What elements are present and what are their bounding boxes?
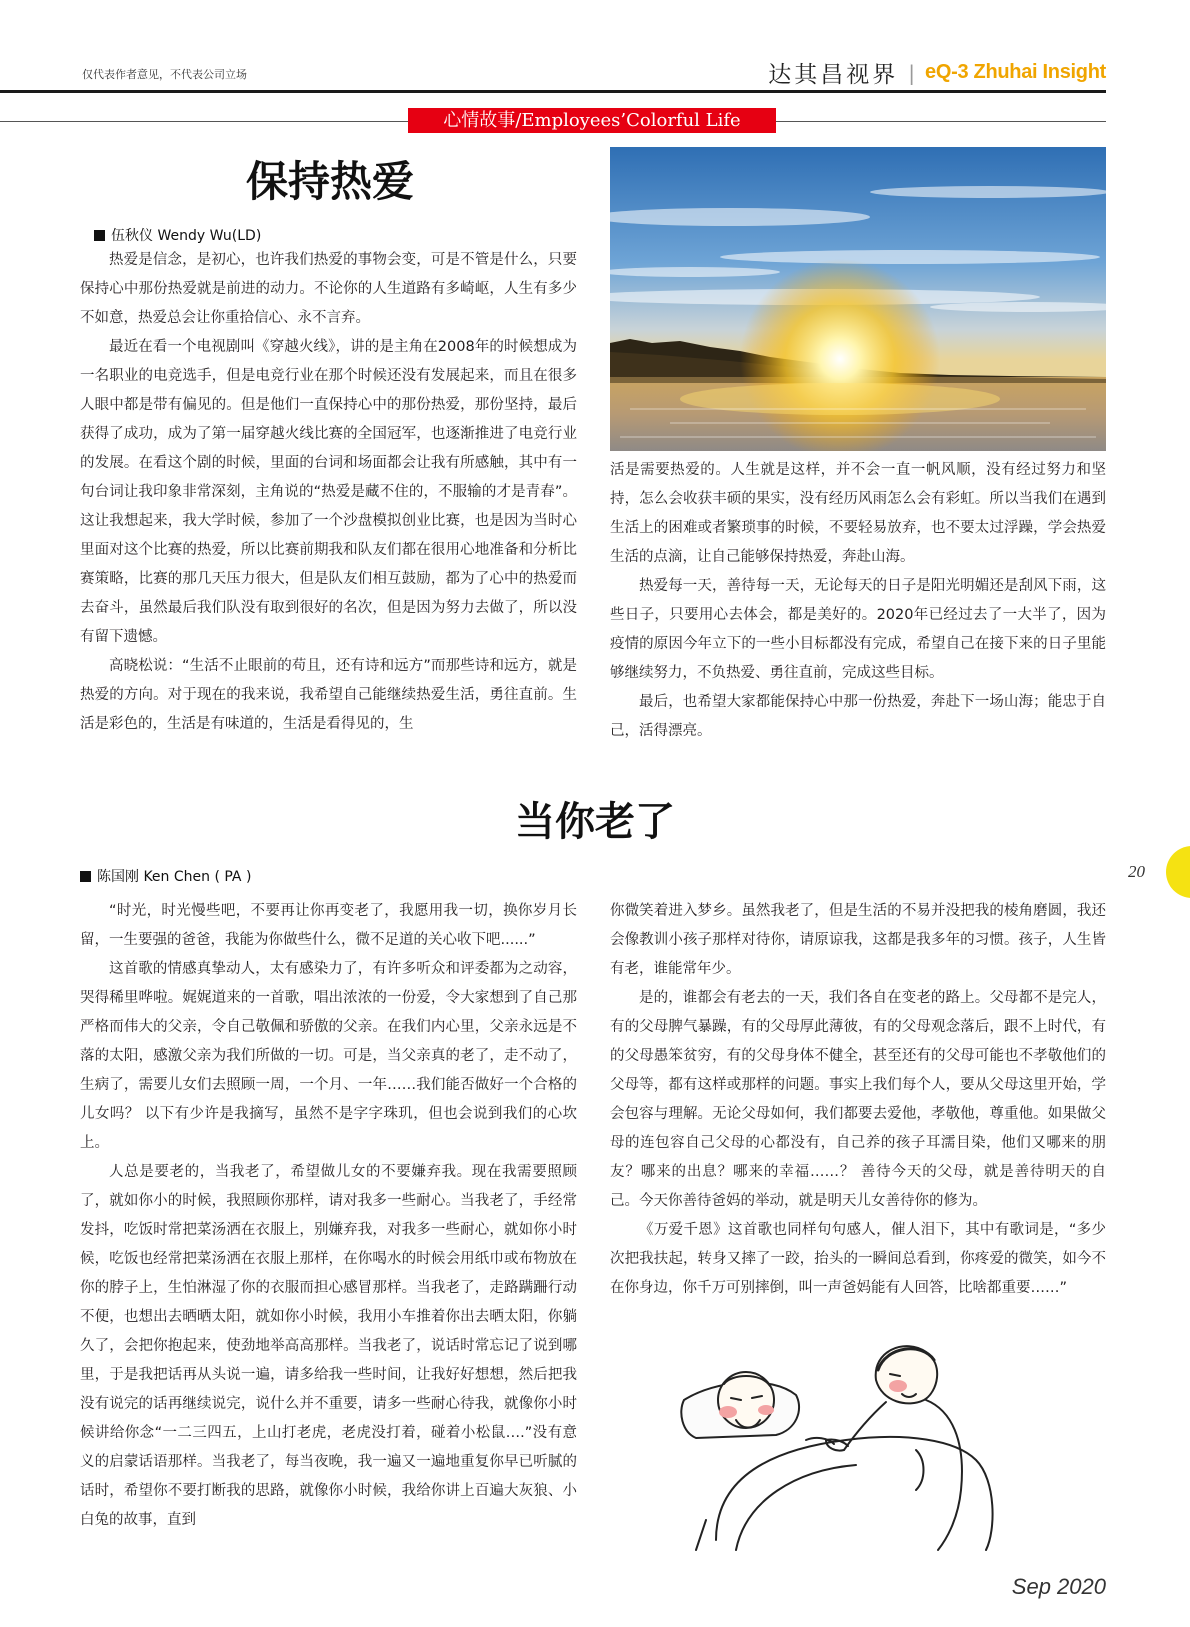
article1-author-name: 伍秋仪 Wendy Wu(LD) [111,228,262,244]
article1-right-column [610,456,1106,746]
brand-separator: | [908,60,916,85]
article1-paragraph: 热爱每一天，善待每一天，无论每天的日子是阳光明媚还是刮风下雨，这些日子，只要用心去体会，都是美好的。2020年已经过去了一大半了，因为疫情的原因今年立下的一些小目标都没有完成，希望自己在接下来的日子里能够继续努力，不负热爱、勇往直前，完成这些目标。 [610,578,1106,681]
page-number: 20 [1128,862,1145,881]
article1-paragraph: 最后，也希望大家都能保持心中那一份热爱，奔赴下一场山海；能忠于自己，活得漂亮。 [610,694,1106,739]
article1-paragraph: 高晓松说：“生活不止眼前的苟且，还有诗和远方”而那些诗和远方，就是热爱的方向。对于现在的我来说，我希望自己能继续热爱生活，勇往直前。生活是彩色的，生活是有味道的，生活是看得见的，生 [80,658,577,732]
article1-title: 保持热爱 [245,157,414,206]
issue-date: Sep 2020 [1011,1574,1106,1599]
article2-paragraph: 是的，谁都会有老去的一天，我们各自在变老的路上。父母都不是完人，有的父母脾气暴躁，有的父母厚此薄彼，有的父母观念落后，跟不上时代，有的父母愚笨贫穷，有的父母身体不健全，甚至还有的父母可能也不孝敬他们的父母等，都有这样或那样的问题。事实上我们每个人，要从父母这里开始，学会包容与理解。无论父母如何，我们都要去爱他，孝敬他，尊重他。如果做父母的连包容自己父母的心都没有，自己养的孩子耳濡目染，他们又哪来的朋友？哪来的出息？哪来的幸福……？ 善待今天的父母，就是善待明天的自己。今天你善待爸妈的举动，就是明天儿女善待你的修为。 [610,990,1106,1209]
article2-paragraph: 这首歌的情感真挚动人，太有感染力了，有许多听众和评委都为之动容，哭得稀里哗啦。娓娓道来的一首歌，唱出浓浓的一份爱，令大家想到了自己那严格而伟大的父亲，令自己敬佩和骄傲的父亲。在我们内心里，父亲永远是不落的太阳，感激父亲为我们所做的一切。可是，当父亲真的老了，走不动了，生病了，需要儿女们去照顾一周，一个月、一年……我们能否做好一个合格的儿女吗？ 以下有少许是我摘写，虽然不是字字珠玑，但也会说到我们的心坎上。 [80,961,577,1151]
author-bullet-icon [94,230,105,241]
article1-continuation: 活是需要热爱的。人生就是这样，并不会一直一帆风顺，没有经过努力和坚持，怎么会收获丰硕的果实，没有经历风雨怎么会有彩虹。所以当我们在遇到生活上的困难或者繁琐事的时候，不要轻易放弃，也不要太过浮躁，学会热爱生活的点滴，让自己能够保持热爱，奔赴山海。 [610,462,1106,565]
header-rule [0,90,1106,93]
brand-name-cn: 达其昌视界 [768,62,899,88]
article1-paragraph: 最近在看一个电视剧叫《穿越火线》，讲的是主角在2008年的时候想成为一名职业的电竞选手，但是电竞行业在那个时候还没有发展起来，而且在很多人眼中都是带有偏见的。但是他们一直保持心中的那份热爱，那份坚持，最后获得了成功，成为了第一届穿越火线比赛的全国冠军，也逐渐推进了电竞行业的发展。在看这个剧的时候，里面的台词和场面都会让我有所感触，其中有一句台词让我印象非常深刻，主角说的“热爱是藏不住的，不服输的才是青春”。这让我想起来，我大学时候，参加了一个沙盘模拟创业比赛，也是因为当时心里面对这个比赛的热爱，所以比赛前期我和队友们都在很用心地准备和分析比赛策略，比赛的那几天压力很大，但是队友们相互鼓励，都为了心中的热爱而去奋斗，虽然最后我们队没有取到很好的名次，但是因为努力去做了，所以没有留下遗憾。 [80,339,577,645]
article1-paragraph: 热爱是信念，是初心，也许我们热爱的事物会变，可是不管是什么，只要保持心中那份热爱就是前进的动力。不论你的人生道路有多崎岖，人生有多少不如意，热爱总会让你重拾信心、永不言弃。 [80,252,577,326]
header-disclaimer: 仅代表作者意见，不代表公司立场 [82,68,247,81]
section-banner: 心情故事/Employees’Colorful Life [408,108,776,133]
article2-paragraph: “时光，时光慢些吧，不要再让你再变老了，我愿用我一切，换你岁月长留，一生要强的爸爸，我能为你做些什么，微不足道的关心收下吧......” [80,903,577,948]
page-tab-marker [1166,846,1190,898]
brand-logo [768,56,1106,89]
article1-author [94,225,261,245]
article2-title: 当你老了 [515,798,675,845]
article2-author-name: 陈国刚 Ken Chen ( PA ) [97,869,252,885]
article2-right-column [610,897,1106,1303]
sunset-over-lake-image [610,147,1106,451]
article2-left-column [80,897,577,1535]
article2-author [80,866,251,886]
article2-continuation: 你微笑着进入梦乡。虽然我老了，但是生活的不易并没把我的棱角磨圆，我还会像教训小孩子那样对待你，请原谅我，这都是我多年的习惯。孩子，人生皆有老，谁能常年少。 [610,903,1106,977]
elderly-father-cared-for-by-son-illustration [676,1340,1116,1555]
article2-paragraph: 《万爱千恩》这首歌也同样句句感人，催人泪下，其中有歌词是，“多少次把我扶起，转身又摔了一跤，抬头的一瞬间总看到，你疼爱的微笑，如今不在你身边，你千万可别摔倒，叫一声爸妈能有人回答，比啥都重要……” [610,1222,1106,1296]
brand-name-en: eQ-3 Zhuhai Insight [925,61,1106,83]
author-bullet-icon [80,871,91,882]
article1-left-column [80,246,577,739]
article2-paragraph: 人总是要老的，当我老了，希望做儿女的不要嫌弃我。现在我需要照顾了，就如你小的时候，我照顾你那样，请对我多一些耐心。当我老了，手经常发抖，吃饭时常把菜汤洒在衣服上，别嫌弃我，对我多一些耐心，就如你小时候，吃饭也经常把菜汤洒在衣服上那样，在你喝水的时候会用纸巾或布物放在你的脖子上，生怕淋湿了你的衣服而担心感冒那样。当我老了，走路蹒跚行动不便，也想出去晒晒太阳，就如你小时候，我用小车推着你出去晒太阳，你躺久了，会把你抱起来，使劲地举高高那样。当我老了，说话时常忘记了说到哪里，于是我把话再从头说一遍，请多给我一些时间，让我好好想想，然后把我没有说完的话再继续说完，说什么并不重要，请多一些耐心待我，就像你小时候讲给你念“一二三四五，上山打老虎，老虎没打着，碰着小松鼠….”没有意义的启蒙话语那样。当我老了，每当夜晚，我一遍又一遍地重复你早已听腻的话时，希望你不要打断我的思路，就像你小时候，我给你讲上百遍大灰狼、小白兔的故事，直到 [80,1164,577,1528]
